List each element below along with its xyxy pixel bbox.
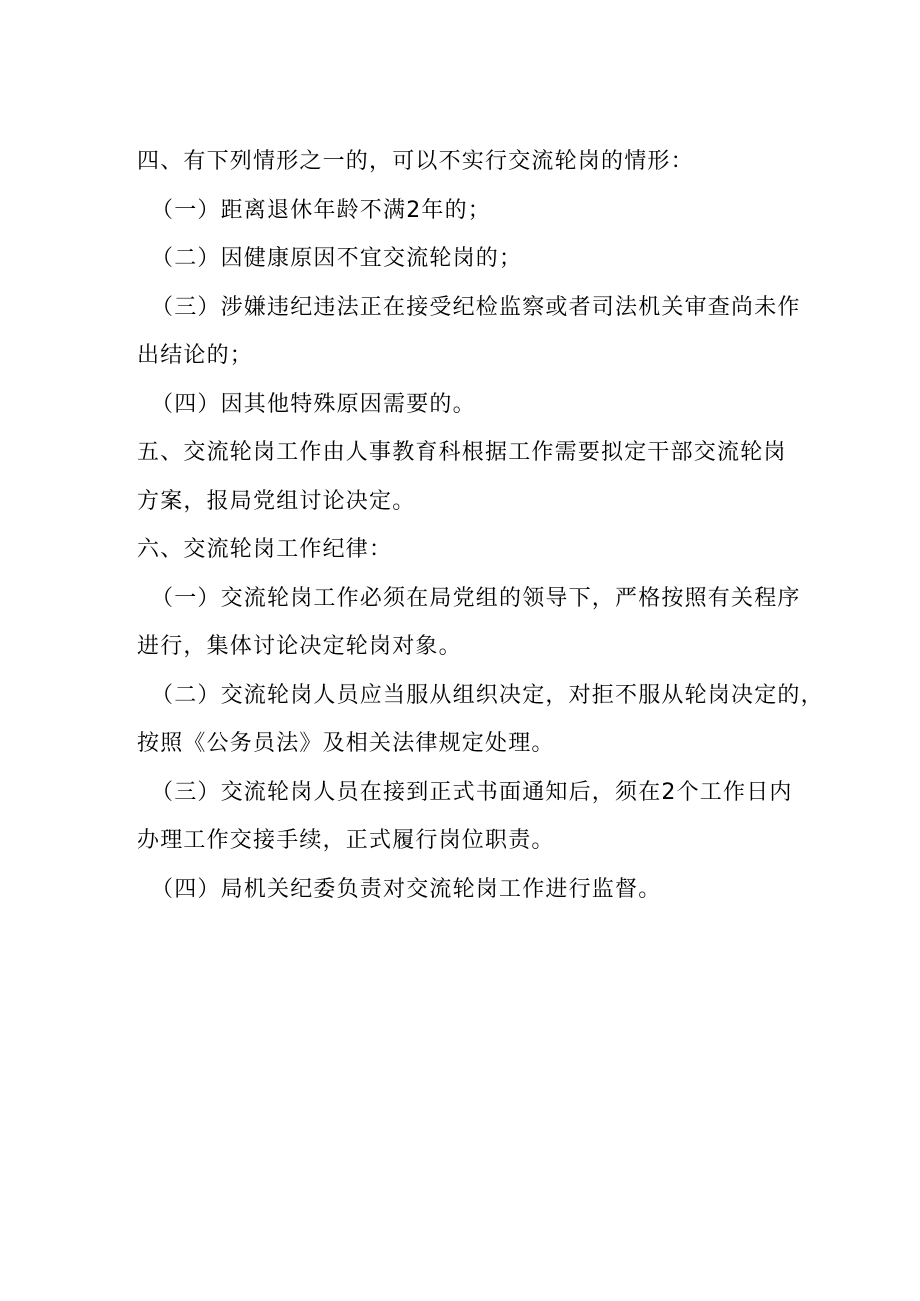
text-line: （三）涉嫌违纪违法正在接受纪检监察或者司法机关审查尚未作 — [151, 294, 801, 320]
text-line: （二）因健康原因不宜交流轮岗的； — [151, 246, 523, 271]
text-line: 方案，报局党组讨论决定。 — [137, 488, 416, 514]
text-line: （二）交流轮岗人员应当服从组织决定，对拒不服从轮岗决定的， — [151, 682, 824, 708]
text-line: （四）局机关纪委负责对交流轮岗工作进行监督。 — [151, 876, 662, 902]
text-line: （一）交流轮岗工作必须在局党组的领导下，严格按照有关程序 — [151, 585, 801, 611]
document-body — [137, 138, 824, 914]
text-line: 按照《公务员法》及相关法律规定处理。 — [137, 731, 555, 756]
text-line: 办理工作交接手续，正式履行岗位职责。 — [137, 828, 555, 853]
text-line: 五、交流轮岗工作由人事教育科根据工作需要拟定干部交流轮岗 — [137, 440, 787, 465]
text-line: （一）距离退休年龄不满2年的； — [151, 197, 491, 223]
text-line: 出结论的； — [137, 343, 254, 368]
text-line: 四、有下列情形之一的，可以不实行交流轮岗的情形： — [137, 149, 694, 174]
text-line: 六、交流轮岗工作纪律： — [137, 537, 393, 562]
text-line: （三）交流轮岗人员在接到正式书面通知后，须在2个工作日内 — [151, 779, 793, 805]
text-line: （四）因其他特殊原因需要的。 — [151, 391, 476, 417]
text-line: 进行，集体讨论决定轮岗对象。 — [137, 634, 462, 659]
